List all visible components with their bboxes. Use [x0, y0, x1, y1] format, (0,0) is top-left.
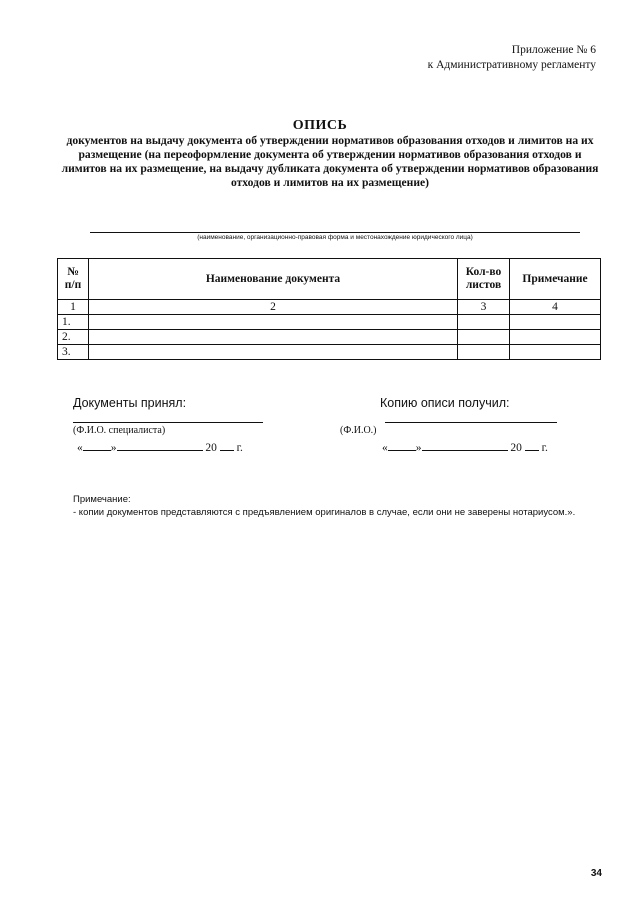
appendix-reference — [428, 43, 596, 73]
receiver-heading: Документы принял: — [73, 396, 187, 410]
table-cell: 3 — [458, 300, 510, 315]
year-suffix: г. — [541, 442, 548, 454]
receiver-signature-line — [73, 422, 263, 423]
documents-table — [57, 258, 601, 360]
document-subtitle: документов на выдачу документа об утверждении нормативов образования отходов и лимитов на их размещение (на переоформление документа об утверждении нормативов образования отходов и лимитов на их размещение, на выдачу дубликата документа об утверждении нормативов образования отходов и лимитов на их размещение) — [61, 134, 599, 189]
appendix-number: Приложение № 6 — [511, 44, 596, 56]
recipient-caption: (Ф.И.О.) — [340, 425, 377, 436]
note-text: - копии документов представляются с предъявлением оригиналов в случае, если они не заверены нотариусом.». — [73, 507, 576, 518]
header-sheet-count: Кол-во листов — [458, 259, 510, 300]
table-cell — [510, 345, 601, 360]
table-cell: 1 — [58, 300, 89, 315]
receiver-caption: (Ф.И.О. специалиста) — [73, 425, 166, 436]
table-cell: 1. — [58, 315, 89, 330]
table-row — [58, 315, 601, 330]
table-row — [58, 330, 601, 345]
year-suffix: г. — [236, 442, 243, 454]
table-cell: 2 — [89, 300, 458, 315]
year-prefix: 20 — [205, 442, 217, 454]
page-number: 34 — [590, 868, 602, 879]
table-cell — [458, 315, 510, 330]
day-blank — [83, 440, 111, 451]
appendix-regulation: к Административному регламенту — [427, 59, 596, 71]
recipient-signature-block — [340, 396, 570, 454]
table-cell: 3. — [58, 345, 89, 360]
organization-caption: (наименование, организационно-правовая форма и местонахождение юридического лица) — [197, 234, 473, 241]
note-label: Примечание: — [73, 494, 131, 505]
table-cell — [89, 330, 458, 345]
table-cell: 2. — [58, 330, 89, 345]
date-open-quote: « — [77, 442, 83, 454]
table-cell — [458, 330, 510, 345]
year-blank — [525, 440, 539, 451]
header-document-name: Наименование документа — [89, 259, 458, 300]
table-cell: 4 — [510, 300, 601, 315]
month-blank — [422, 440, 508, 451]
table-cell — [510, 315, 601, 330]
organization-name-line — [90, 232, 580, 233]
month-blank — [117, 440, 203, 451]
receiver-signature-block — [73, 396, 273, 454]
recipient-signature-line — [385, 422, 557, 423]
date-open-quote: « — [382, 442, 388, 454]
document-title: ОПИСЬ — [292, 118, 348, 133]
date-close-quote: » — [110, 442, 117, 454]
recipient-heading: Копию описи получил: — [380, 396, 510, 410]
table-header-row — [58, 259, 601, 300]
header-number: № п/п — [58, 259, 89, 300]
year-prefix: 20 — [510, 442, 522, 454]
receiver-date — [73, 440, 273, 454]
table-cell — [510, 330, 601, 345]
table-cell — [89, 345, 458, 360]
column-number-row — [58, 300, 601, 315]
year-blank — [220, 440, 234, 451]
recipient-date — [340, 440, 570, 454]
table-row — [58, 345, 601, 360]
table-cell — [89, 315, 458, 330]
table-cell — [458, 345, 510, 360]
date-close-quote: » — [415, 442, 422, 454]
note-block — [73, 493, 575, 519]
header-note: Примечание — [510, 259, 601, 300]
day-blank — [388, 440, 416, 451]
